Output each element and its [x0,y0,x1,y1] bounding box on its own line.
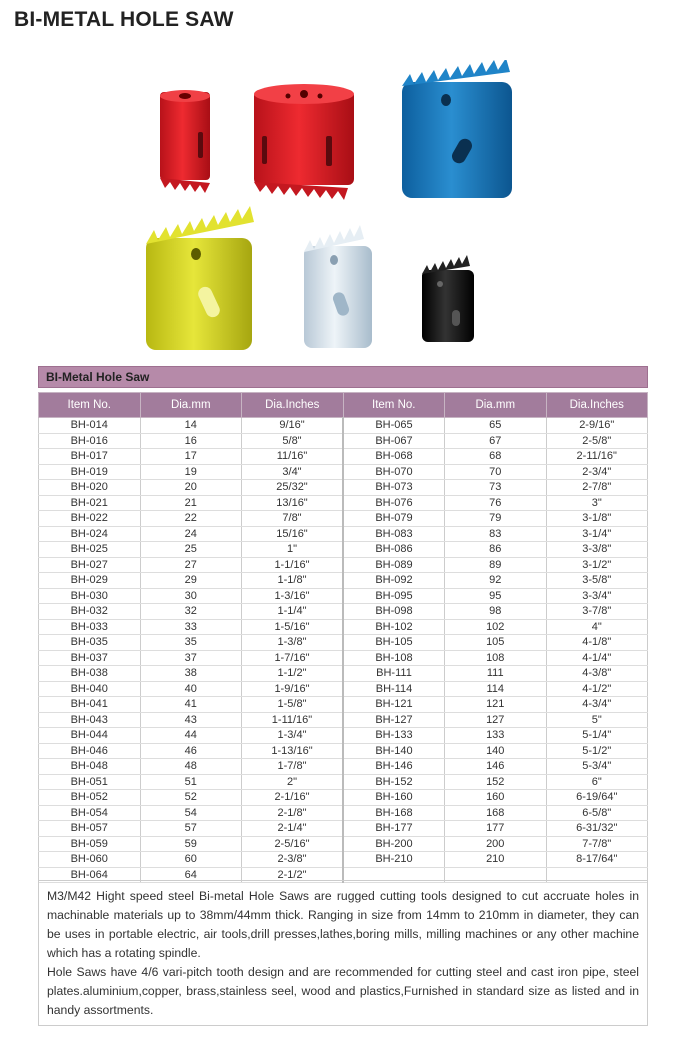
table-cell: 40 [140,681,242,697]
table-cell: 3-7/8" [546,604,648,620]
table-cell: BH-033 [39,619,141,635]
table-cell: BH-140 [343,743,445,759]
table-cell: 111 [445,666,547,682]
table-cell: 13/16" [242,495,344,511]
table-cell: BH-035 [39,635,141,651]
table-cell: 140 [445,743,547,759]
table-cell: 68 [445,449,547,465]
table-cell: BH-051 [39,774,141,790]
hole-saw-yellow [146,206,254,350]
table-row [39,728,648,744]
table-cell: 5-3/4" [546,759,648,775]
table-row [39,573,648,589]
table-cell: 54 [140,805,242,821]
table-cell: BH-027 [39,557,141,573]
table-cell: BH-019 [39,464,141,480]
table-cell: 2-5/8" [546,433,648,449]
table-cell: BH-067 [343,433,445,449]
table-cell: 210 [445,852,547,868]
table-cell: 1-1/16" [242,557,344,573]
table-cell: BH-059 [39,836,141,852]
table-cell: 108 [445,650,547,666]
table-cell: BH-024 [39,526,141,542]
table-cell: 86 [445,542,547,558]
table-cell: BH-092 [343,573,445,589]
table-cell: BH-014 [39,418,141,434]
table-row [39,821,648,837]
table-row [39,433,648,449]
table-cell: 114 [445,681,547,697]
table-cell: BH-017 [39,449,141,465]
table-cell: 1-7/16" [242,650,344,666]
table-cell: BH-029 [39,573,141,589]
table-cell: 177 [445,821,547,837]
table-cell: 19 [140,464,242,480]
table-cell: 2-1/16" [242,790,344,806]
table-cell: 3-3/4" [546,588,648,604]
table-cell: 76 [445,495,547,511]
table-row [39,588,648,604]
table-cell: BH-022 [39,511,141,527]
table-cell: 1-3/16" [242,588,344,604]
table-cell: 44 [140,728,242,744]
table-cell: BH-043 [39,712,141,728]
description-box [38,880,648,1026]
table-cell: 2-3/4" [546,464,648,480]
table-cell: 3-1/8" [546,511,648,527]
table-row [39,759,648,775]
table-cell: 152 [445,774,547,790]
table-cell: 8-17/64" [546,852,648,868]
table-cell: 5-1/2" [546,743,648,759]
table-cell: 1" [242,542,344,558]
description-paragraph-2: Hole Saws have 4/6 vari-pitch tooth design and are recommended for cutting steel and cast iron pipe, steel plates.aluminium,copper, brass,stainless seel, wood and plastics,Furnished in standard size as listed and in handy assortments. [47,965,639,1017]
table-cell: 2-1/8" [242,805,344,821]
table-row [39,495,648,511]
table-row [39,712,648,728]
hole-saw-black [422,255,474,342]
table-cell: 1-1/4" [242,604,344,620]
table-cell: BH-146 [343,759,445,775]
table-cell: 2-1/4" [242,821,344,837]
table-row [39,557,648,573]
description-paragraph-1: M3/M42 Hight speed steel Bi-metal Hole Saws are rugged cutting tools designed to cut accruate holes in machinable materials up to 38mm/44mm thick. Ranging in size from 14mm to 210mm in diameter, they can be uses in portable electric, air tools,drill presses,lathes,boring mills, milling machines or any other machine which has a rotating spindle. [47,889,639,960]
table-cell: 127 [445,712,547,728]
table-cell: 3-3/8" [546,542,648,558]
table-cell: 121 [445,697,547,713]
table-cell: BH-121 [343,697,445,713]
table-cell: BH-025 [39,542,141,558]
table-row [39,542,648,558]
table-row [39,480,648,496]
table-cell: 17 [140,449,242,465]
table-cell: BH-152 [343,774,445,790]
table-cell: 43 [140,712,242,728]
table-cell: 102 [445,619,547,635]
col-dia-inches: Dia.Inches [242,393,344,418]
table-cell: BH-098 [343,604,445,620]
table-cell: 22 [140,511,242,527]
table-cell: 1-1/8" [242,573,344,589]
table-cell: 3-5/8" [546,573,648,589]
table-cell: 41 [140,697,242,713]
table-cell: 2-5/16" [242,836,344,852]
table-cell: BH-052 [39,790,141,806]
table-cell: BH-177 [343,821,445,837]
table-cell: BH-068 [343,449,445,465]
table-cell: BH-038 [39,666,141,682]
table-cell: 2-11/16" [546,449,648,465]
table-row [39,774,648,790]
table-cell: BH-060 [39,852,141,868]
table-caption: BI-Metal Hole Saw [38,366,648,388]
table-cell: BH-065 [343,418,445,434]
table-row [39,681,648,697]
table-cell: 2-9/16" [546,418,648,434]
table-cell: 57 [140,821,242,837]
table-cell: 65 [445,418,547,434]
table-cell: BH-041 [39,697,141,713]
hole-saw-small-red [160,90,210,193]
table-cell: BH-037 [39,650,141,666]
table-cell: 46 [140,743,242,759]
table-cell: 30 [140,588,242,604]
table-row [39,650,648,666]
table-cell: BH-046 [39,743,141,759]
sizes-table [38,392,648,883]
table-row [39,666,648,682]
table-cell: 51 [140,774,242,790]
table-cell: 95 [445,588,547,604]
hole-saw-white [304,225,372,348]
table-cell: BH-083 [343,526,445,542]
col-item-no-2: Item No. [343,393,445,418]
table-cell: BH-044 [39,728,141,744]
table-cell: 11/16" [242,449,344,465]
table-cell: 6" [546,774,648,790]
table-cell: BH-073 [343,480,445,496]
table-cell: 4" [546,619,648,635]
table-cell: 4-1/4" [546,650,648,666]
table-cell: 5" [546,712,648,728]
table-cell: BH-030 [39,588,141,604]
table-cell: 133 [445,728,547,744]
table-cell: BH-032 [39,604,141,620]
table-cell: 67 [445,433,547,449]
table-cell: 1-5/8" [242,697,344,713]
table-cell: 4-1/8" [546,635,648,651]
table-row [39,464,648,480]
table-cell: 2-7/8" [546,480,648,496]
table-cell: 15/16" [242,526,344,542]
col-dia-inches-2: Dia.Inches [546,393,648,418]
table-cell: 16 [140,433,242,449]
table-cell: BH-016 [39,433,141,449]
col-dia-mm-2: Dia.mm [445,393,547,418]
table-body [39,418,648,883]
table-cell: 4-1/2" [546,681,648,697]
table-cell: BH-089 [343,557,445,573]
table-cell: 1-7/8" [242,759,344,775]
spec-table [38,366,648,883]
table-cell: BH-057 [39,821,141,837]
table-row [39,619,648,635]
table-cell: BH-111 [343,666,445,682]
table-cell: 98 [445,604,547,620]
table-cell: 38 [140,666,242,682]
col-item-no: Item No. [39,393,141,418]
table-cell: 52 [140,790,242,806]
table-cell: 2-1/2" [242,867,344,883]
table-cell: 7-7/8" [546,836,648,852]
table-cell: 32 [140,604,242,620]
hole-saw-medium-red [254,84,354,200]
table-cell: 1-13/16" [242,743,344,759]
hole-saw-blue [402,60,512,198]
table-row [39,635,648,651]
table-cell: 1-9/16" [242,681,344,697]
table-cell: 89 [445,557,547,573]
table-cell: 20 [140,480,242,496]
table-cell: 60 [140,852,242,868]
table-cell: 1-3/8" [242,635,344,651]
table-cell: BH-064 [39,867,141,883]
table-cell: 6-19/64" [546,790,648,806]
table-cell: BH-108 [343,650,445,666]
table-cell: 33 [140,619,242,635]
table-cell: BH-200 [343,836,445,852]
table-cell: BH-079 [343,511,445,527]
table-cell: BH-105 [343,635,445,651]
table-cell: 3" [546,495,648,511]
table-cell: 29 [140,573,242,589]
table-cell: BH-102 [343,619,445,635]
table-cell: 35 [140,635,242,651]
table-cell: 1-3/4" [242,728,344,744]
table-cell: 64 [140,867,242,883]
table-cell: BH-210 [343,852,445,868]
table-header-row [39,393,648,418]
table-cell: 3-1/4" [546,526,648,542]
table-cell: 14 [140,418,242,434]
table-cell: 146 [445,759,547,775]
table-row [39,526,648,542]
table-cell: 2" [242,774,344,790]
table-cell: BH-133 [343,728,445,744]
table-row [39,743,648,759]
table-row [39,836,648,852]
table-cell: BH-020 [39,480,141,496]
product-photo [0,60,680,360]
table-cell: 1-1/2" [242,666,344,682]
table-cell: BH-160 [343,790,445,806]
table-cell: 27 [140,557,242,573]
table-cell: 105 [445,635,547,651]
table-cell: 24 [140,526,242,542]
table-row [39,604,648,620]
table-cell: 200 [445,836,547,852]
table-cell: 3-1/2" [546,557,648,573]
table-cell: BH-040 [39,681,141,697]
table-row [39,852,648,868]
table-cell: 1-11/16" [242,712,344,728]
table-cell: 4-3/8" [546,666,648,682]
table-cell: 25 [140,542,242,558]
table-cell: 21 [140,495,242,511]
table-cell: 5-1/4" [546,728,648,744]
table-cell: 70 [445,464,547,480]
table-row [39,805,648,821]
table-cell: BH-054 [39,805,141,821]
table-cell: BH-048 [39,759,141,775]
table-cell: 48 [140,759,242,775]
table-cell: 9/16" [242,418,344,434]
page-title: BI-METAL HOLE SAW [14,8,234,31]
table-row [39,418,648,434]
table-cell: BH-076 [343,495,445,511]
table-row [39,511,648,527]
table-cell: BH-070 [343,464,445,480]
table-cell: 160 [445,790,547,806]
table-cell: BH-021 [39,495,141,511]
table-cell: 25/32" [242,480,344,496]
table-cell: 2-3/8" [242,852,344,868]
table-cell: 168 [445,805,547,821]
table-row [39,790,648,806]
table-cell: BH-168 [343,805,445,821]
table-cell: 3/4" [242,464,344,480]
table-cell: 59 [140,836,242,852]
table-cell: BH-095 [343,588,445,604]
col-dia-mm: Dia.mm [140,393,242,418]
table-cell: 7/8" [242,511,344,527]
table-cell: 92 [445,573,547,589]
table-cell: BH-114 [343,681,445,697]
table-row [39,449,648,465]
table-cell: 37 [140,650,242,666]
table-row [39,697,648,713]
table-cell: 4-3/4" [546,697,648,713]
table-cell: 6-5/8" [546,805,648,821]
table-cell: 73 [445,480,547,496]
table-cell: 6-31/32" [546,821,648,837]
table-cell: BH-086 [343,542,445,558]
table-cell: BH-127 [343,712,445,728]
table-cell: 83 [445,526,547,542]
table-cell: 1-5/16" [242,619,344,635]
table-cell: 5/8" [242,433,344,449]
table-cell: 79 [445,511,547,527]
